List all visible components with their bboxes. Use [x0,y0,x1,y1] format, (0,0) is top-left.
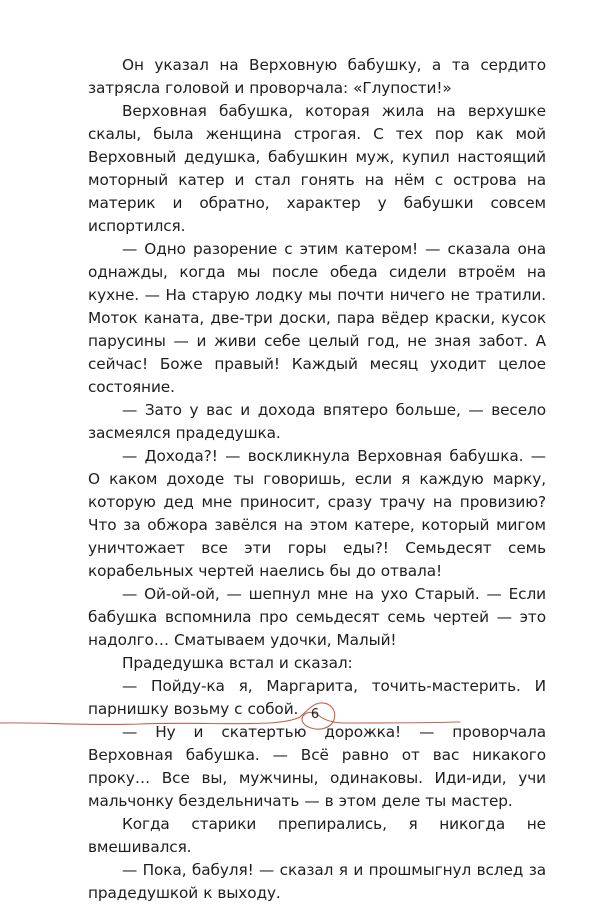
paragraph: — Ой-ой-ой, — шепнул мне на ухо Старый. — Если бабушка вспомнила про семьдесят семь чертей — это надолго… Сматываем удочки, Малый! [88,585,546,649]
paragraph: — Ну и скатертью дорожка! — проворчала Верховная бабушка. — Всё равно от вас никакого проку… Все вы, мужчины, одинаковы. Иди-иди, учи мальчонку бездельничать — в этом деле ты мастер. [88,723,546,810]
paragraph: Прадедушка встал и сказал: [122,654,353,672]
paragraph: — Пока, бабуля! — сказал я и прошмыгнул вслед за прадедушкой к выходу. [88,861,546,902]
body-text [88,54,546,905]
page-number: 6 [310,707,320,722]
paragraph: — Пойду-ка я, Маргарита, точить-мастерить. И парнишку возьму с собой. [88,677,546,718]
paragraph: Он указал на Верховную бабушку, а та сердито затрясла головой и проворчала: «Глупости!» [88,56,546,97]
paragraph: Верховная бабушка, которая жила на верхушке скалы, была женщина строгая. С тех пор как мой Верховный дедушка, бабушкин муж, купил настоящий моторный катер и стал гонять на нём с острова на материк и обратно, характер у бабушки совсем испортился. [88,102,546,235]
page-footer [0,690,600,740]
paragraph: Когда старики препирались, я никогда не вмешивался. [88,815,546,856]
paragraph: — Одно разорение с этим катером! — сказала она однажды, когда мы после обеда сидели втроём на кухне. — На старую лодку мы почти ничего не тратили. Моток каната, две-три доски, пара вёдер краски, кусок парусины — и живи себе целый год, не зная забот. А сейчас! Боже правый! Каждый месяц уходит целое состояние. [88,240,546,396]
paragraph: — Зато у вас и дохода впятеро больше, — весело засмеялся прадедушка. [88,401,546,442]
paragraph: — Дохода?! — воскликнула Верховная бабушка. — О каком доходе ты говоришь, если я каждую марку, которую дед мне приносит, сразу трачу на провизию? Что за обжора завёлся на этом катере, который мигом уничтожает все эти горы еды?! Семьдесят семь корабельных чертей наелись бы до отвала! [88,447,546,580]
decorative-swirl-line [0,690,600,740]
